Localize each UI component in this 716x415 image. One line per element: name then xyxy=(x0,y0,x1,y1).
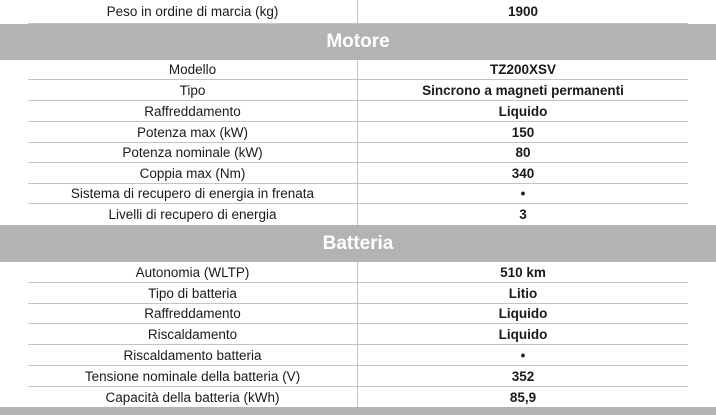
spec-row xyxy=(28,184,688,204)
spec-value: Litio xyxy=(508,285,538,301)
spec-value: Liquido xyxy=(498,306,548,321)
spec-label: Autonomia (WLTP) xyxy=(28,262,358,282)
spec-value: 80 xyxy=(515,145,531,160)
spec-label: Potenza max (kW) xyxy=(28,122,358,142)
spec-value: TZ200XSV xyxy=(489,62,557,77)
spec-value: 352 xyxy=(511,368,535,384)
spec-row xyxy=(28,101,688,122)
spec-value: 150 xyxy=(511,124,535,140)
spec-value: • xyxy=(520,186,526,201)
spec-row xyxy=(28,163,688,184)
spec-value: Sincrono a magneti permanenti xyxy=(422,82,624,98)
spec-row xyxy=(28,345,688,366)
spec-label: Peso in ordine di marcia (kg) xyxy=(28,0,358,23)
spec-row xyxy=(28,366,688,387)
section-divider xyxy=(0,407,716,415)
spec-row xyxy=(28,283,688,304)
spec-row-weight xyxy=(28,0,688,24)
spec-row xyxy=(28,387,688,407)
spec-label: Raffreddamento xyxy=(28,101,358,121)
spec-value: 510 km xyxy=(500,264,546,280)
spec-label: Livelli di recupero di energia xyxy=(28,204,358,225)
spec-row xyxy=(28,304,688,324)
spec-label: Raffreddamento xyxy=(28,304,358,323)
spec-row xyxy=(28,204,688,225)
spec-value: Liquido xyxy=(498,326,548,342)
spec-value: Liquido xyxy=(498,103,548,119)
spec-row xyxy=(28,60,688,80)
spec-row xyxy=(28,122,688,143)
spec-row xyxy=(28,143,688,163)
spec-label: Tipo xyxy=(28,80,358,100)
spec-value: 340 xyxy=(511,165,535,181)
spec-value: • xyxy=(520,347,526,363)
spec-row xyxy=(28,324,688,345)
spec-label: Potenza nominale (kW) xyxy=(28,143,358,162)
spec-value: 3 xyxy=(519,207,527,222)
section-header-batteria: Batteria xyxy=(0,225,716,262)
spec-label: Sistema di recupero di energia in frenata xyxy=(28,184,358,203)
spec-row xyxy=(28,80,688,101)
spec-label: Tipo di batteria xyxy=(28,283,358,303)
section-header-motore: Motore xyxy=(0,24,716,60)
spec-label: Riscaldamento xyxy=(28,324,358,344)
spec-label: Modello xyxy=(28,60,358,79)
spec-value: 85,9 xyxy=(509,389,537,405)
spec-label: Coppia max (Nm) xyxy=(28,163,358,183)
spec-row xyxy=(28,262,688,283)
spec-label: Riscaldamento batteria xyxy=(28,345,358,365)
spec-label: Tensione nominale della batteria (V) xyxy=(28,366,358,386)
spec-label: Capacità della batteria (kWh) xyxy=(28,387,358,407)
spec-value: 1900 xyxy=(507,4,539,19)
